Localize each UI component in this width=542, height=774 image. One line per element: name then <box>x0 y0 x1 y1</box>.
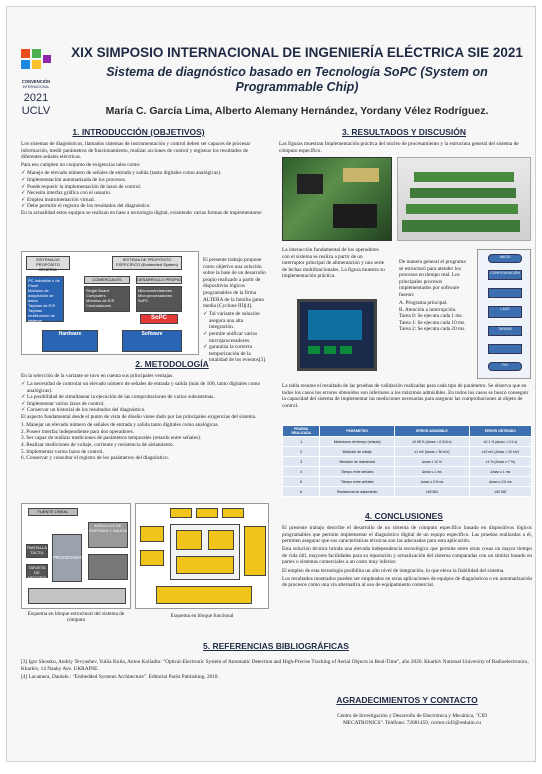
structural-block-diagram <box>21 503 131 609</box>
table-header: PARÁMETRO <box>320 426 395 437</box>
func-block <box>140 526 164 542</box>
table-cell: ±1 mV (Δmax = 50 mV) <box>395 447 470 457</box>
logo-text-4: UCLV <box>21 105 51 117</box>
table-cell: Δmax ≤ 0.5 ms <box>469 477 531 487</box>
diagram-own-box: DESARROLLO PROPIO <box>137 277 182 282</box>
system-rack-photo <box>397 157 531 241</box>
ack-heading: AGRADECIMIENTOS Y CONTACTO <box>336 695 478 705</box>
operator-screen-photo <box>297 299 377 371</box>
table-cell: ±10 mV (Δmax = 20 mV) <box>469 447 531 457</box>
table-cell: Δmax ≤ 0.5 ms <box>395 477 470 487</box>
chip-icon <box>333 204 377 228</box>
table-cell: ±1 % (Δmax ± 7 %) <box>469 457 531 467</box>
chip-icon <box>297 174 323 194</box>
func-block <box>140 550 164 566</box>
diagram-hardware-box: Hardware <box>42 330 98 352</box>
functional-block-diagram <box>135 503 269 609</box>
diagram-general-item: PC Industrial o de Panel <box>28 278 60 288</box>
poster <box>6 6 536 762</box>
conclusion-paragraph: Esta solución técnica brinda una elevada independencia tecnológica que permite entre otras cosas un mayor tiempo de vida útil, mayores facilidades para su reparación y actualización del sistema comparadas con un similar basado en partes o sistemas comerciales a un costo muy inferior. <box>282 546 532 566</box>
func-block <box>156 586 252 604</box>
logo-block-5 <box>43 55 51 63</box>
table-row <box>283 447 532 457</box>
table-cell: Δmax ≤ 1 ms <box>395 467 470 477</box>
func-block <box>170 508 192 518</box>
method-req: 2. Poseer interfaz independiente para dos operadores. <box>21 428 134 435</box>
intro-item: ✓ Manejo de elevado número de señales de entrada y salida (tanto digitales como analógicas). <box>21 170 265 177</box>
results-task: Tarea 2: Se ejecuta cada 20 ms. <box>399 326 466 333</box>
func-block <box>196 508 218 518</box>
results-p2: La interacción fundamental de los operadores con el sistema se realiza a partir de un interruptor principal de alimentación y una serie de lechas multifuncionales. La figura muestra su implementación práctica. <box>282 247 385 280</box>
table-cell: Tiempo entre señales <box>320 477 395 487</box>
button-icon <box>340 346 352 354</box>
logo-text-2: INTERNACIONAL <box>22 85 50 89</box>
conclusion-paragraph: Los resultados mostrados pueden ser empleados en otras aplicaciones de equipos de diagnósticos o en automatización de procesos como una vía alternativa al uso de equipamiento comercial. <box>282 575 532 589</box>
method-item: ✓ La necesidad de controlar un elevado número de señales de entrada y salida (más de 100, tanto digitales como analógicas). <box>21 381 267 394</box>
block-bus <box>28 588 126 604</box>
intro-item: ✓ Necesita interfaz gráfica con el usuario. <box>21 190 265 197</box>
diagram-own-item: SoPC <box>138 298 149 303</box>
block-io-modules: MÓDULOS DE ENTRADA Y SALIDA <box>88 522 128 548</box>
table-cell: 2 <box>283 447 320 457</box>
diagram-general-list <box>26 276 64 322</box>
diagram-commercial-list <box>84 286 130 312</box>
board-layer <box>410 188 516 198</box>
table-cell: Tiempo entre señales <box>320 467 395 477</box>
caption-structural: Esquema en bloque estructural del sistema de cómputo <box>27 611 125 623</box>
results-p3: De manera general el programa se estructuró para atender los procesos en tiempo real. Los principales procesos implementados por software fueron: <box>399 259 466 298</box>
table-row <box>283 437 532 447</box>
diagram-specific-box: SISTEMA DE PROPÓSITO ESPECÍFICO (Embedded System) <box>112 256 182 270</box>
results-task: Tarea 1: Se ejecuta cada 10 ms. <box>399 319 466 326</box>
logo-text-1: CONVENCIÓN <box>21 79 51 84</box>
diagram-own-item: Microcontroladores <box>138 288 173 293</box>
caption-functional: Esquema en bloque funcional <box>170 613 234 619</box>
intro-list <box>21 170 265 210</box>
intro-p3: En la actualidad estos equipos se realizan en base a tecnología digital, existiendo varias formas de implementarse: <box>21 209 263 216</box>
authors: María C. García Lima, Alberto Alemany Hernández, Yordany Vélez Rodríguez. <box>105 105 489 117</box>
diagram-general-item: Tarjetas multifunción de sistema <box>28 308 55 323</box>
reference-item: [3] Igor Shostko, Andriy Tevyashev, Yuliia Kulia, Anton Koliadin: "Optical-Electronic System of Automatic Detection and High-Precise Tracking of Aerial Objects in Real-Time", año 2020. Kharkiv National University of Radioelectronics, Kharkiv, 14 Nauky Ave. UKRAINE. <box>21 659 529 672</box>
flow-start: INICIO <box>488 254 522 263</box>
flow-step <box>488 288 522 298</box>
method-text <box>21 373 267 462</box>
func-block <box>208 530 234 550</box>
block-processor: PROCESADOR <box>52 534 82 582</box>
intro-side-item: ✓ Tal variante de solución asegura una alta integración. <box>203 311 267 331</box>
method-req: 3. Ser capaz de realizar mediciones de parámetros temporales (retardo entre señales). <box>21 435 202 442</box>
results-p1: Las figuras muestran Implementación práctica del núcleo de procesamiento y la estructura general del sistema de cómputo específico. <box>279 141 519 154</box>
func-block <box>244 526 266 576</box>
table-cell: 4 <box>283 467 320 477</box>
method-req: 4. Realizar mediciones de voltaje, corriente y resistencia de aislamiento. <box>21 441 174 448</box>
intro-item: ✓ Puede requerir la implementación de lazos de control. <box>21 184 265 191</box>
intro-side-text <box>203 257 267 364</box>
logo-block-1 <box>21 49 30 58</box>
table-cell: Δmax ≤ 1 ms <box>469 467 531 477</box>
refs-text <box>21 659 531 682</box>
convention-logo <box>17 47 55 125</box>
table-cell: 1 <box>283 437 320 447</box>
table-cell: 3 <box>283 457 320 467</box>
diagram-commercial-item: Controladores <box>86 303 112 308</box>
diagram-general-item: Módulos de adquisición de datos <box>28 288 54 303</box>
button-icon <box>308 346 320 354</box>
poster-subtitle: Sistema de diagnóstico basado en Tecnología SoPC (System on Programmable Chip) <box>106 65 488 94</box>
method-req: 5. Implementar varios lazos de control. <box>21 448 104 455</box>
diagram-general-item: Tarjetas de E/S <box>28 303 56 308</box>
table-row <box>283 477 532 487</box>
conclusion-paragraph: El empleo de esta tecnología posibilita un alto nivel de integración, lo que eleva la fiabilidad del sistema. <box>282 567 505 574</box>
func-block <box>176 556 234 574</box>
table-cell: ±50 MΩ <box>395 487 470 497</box>
diagram-general-box: SISTEMA DE PROPÓSITO GENERAL <box>26 256 70 270</box>
intro-item: ✓ Implementación automatizada de los procesos. <box>21 177 265 184</box>
board-layer <box>414 172 514 182</box>
method-list <box>21 381 267 414</box>
method-req: 6. Conservar y consultar el registro de los parámetros del diagnóstico. <box>21 455 169 462</box>
board-layer <box>402 220 520 232</box>
results-heading: 3. RESULTADOS Y DISCUSIÓN <box>341 127 467 137</box>
diagram-sopc-box: SoPC <box>140 314 178 324</box>
diagram-commercial-box: COMERCIALES <box>84 276 130 284</box>
block-memory: TARJETA DE MEMORIA <box>27 565 47 580</box>
table-header-row <box>283 426 532 437</box>
method-req: 1. Manejar un elevado número de señales de entrada y salida tanto digitales como analógicas. <box>21 422 219 429</box>
table-header: ERROR OBTENIDO <box>469 426 531 437</box>
flow-step <box>488 344 522 354</box>
conclusions-heading: 4. CONCLUSIONES <box>365 511 443 521</box>
table-cell: Mediciones de tiempo (retardo) <box>320 437 395 447</box>
board-layer <box>406 204 518 214</box>
processor-board-photo <box>282 157 392 241</box>
flow-config: CONFIGURACIÓN <box>488 270 522 280</box>
results-p4: La tabla resume el resultado de las pruebas de validación realizadas para cada tipo de parámetro. Se observa que en todos los casos los errores obtenidos son inferiores a los máximos admisibles. En todos los casos se buscó conseguir la capacidad del sistema de implementar las mediciones necesarias para asegurar las comprobaciones al objeto de control. <box>282 383 529 409</box>
results-p3-block <box>399 259 471 333</box>
block-power: FUENTE LINEAL <box>28 508 78 516</box>
screen-display <box>308 310 362 340</box>
flow-end: FIN <box>488 362 522 371</box>
table-header: PRUEBA REALIZADA <box>283 426 320 437</box>
table-row <box>283 457 532 467</box>
classification-diagram <box>21 251 199 355</box>
table-cell: Resistencia de aislamiento <box>320 487 395 497</box>
table-row <box>283 487 532 497</box>
conclusion-paragraph: El presente trabajo describe el desarrollo de un sistema de cómputo específico basado en dispositivos lógicos programables que permite implementar el diagnóstico digital de un equipo específico. Las pruebas realizadas a él, permiten asegurar que sus características técnicas son las adecuadas para esta aplicación. <box>282 525 532 545</box>
table-cell: ±50 MΩ <box>469 487 531 497</box>
symposium-title: XIX SIMPOSIO INTERNACIONAL DE INGENIERÍA ELÉCTRICA SIE 2021 <box>71 45 523 60</box>
logo-text-3: 2021 <box>23 92 49 104</box>
results-task: A. Programa principal. <box>399 300 448 307</box>
intro-side-list <box>203 311 267 364</box>
connector-icon <box>343 168 379 182</box>
validation-table <box>282 425 532 497</box>
intro-side-p: El presente trabajo propone como objetivo una solución sobre la base de un desarrollo propio realizado a partir de dispositivos lógicos programables de la firma ALTERA de la familia gama media (Cyclone III)[4]. <box>203 257 266 310</box>
table-row <box>283 467 532 477</box>
logo-block-4 <box>32 60 41 69</box>
intro-p1: Los sistemas de diagnósticos, llamados sistemas de instrumentación y control deben ser capaces de procesar información, medir parámetros de funcionamiento, realizar acciones de control y registrar los resultados de diferentes señales eléctricas. <box>21 141 251 161</box>
diagram-software-box: Software <box>122 330 182 352</box>
intro-item: ✓ Debe permitir el registro de los resultados del diagnóstico. <box>21 203 265 210</box>
intro-heading: 1. INTRODUCCIÓN (OBJETIVOS) <box>72 127 205 137</box>
func-block <box>222 508 244 518</box>
flow-loop: LAZO <box>488 306 522 318</box>
flow-tasks: TAREAS <box>488 326 522 336</box>
software-flowchart <box>477 249 531 379</box>
diagram-own-list <box>136 286 182 312</box>
refs-heading: 5. REFERENCIAS BIBLIOGRÁFICAS <box>203 641 349 651</box>
intro-p2: Para eso cumplen un conjunto de exigencias tales como: <box>21 162 141 169</box>
table-cell: 6 <box>283 487 320 497</box>
intro-side-item: ✓ permite unificar varios microprocesadores. <box>203 331 267 344</box>
table-cell: ±0.1 % (Δmax = 0.1 s) <box>469 437 531 447</box>
logo-block-3 <box>21 60 30 69</box>
diagram-own-item: Microprocesadores <box>138 293 173 298</box>
intro-item: ✓ Emplea instrumentación virtual. <box>21 197 265 204</box>
reference-item: [4] Lacamera, Daniele.: "Embedded Systems Architecture". Editorial Packt Publishing. 2018. <box>21 673 219 680</box>
table-cell: Medición de voltaje <box>320 447 395 457</box>
results-task: B. Atención a interrupción. <box>399 306 457 313</box>
table-header: ERROR ADMISIBLE <box>395 426 470 437</box>
method-item: ✓ La posibilidad de simultanear la ejecución de las comprobaciones de varios subsistemas. <box>21 394 267 401</box>
intro-side-item: ✓ garantiza la correcta temporización de la totalidad de los eventos[3]. <box>203 344 267 364</box>
logo-block-2 <box>32 49 41 58</box>
table-cell: ±0.08 % (Δmax = 0.016 s) <box>395 437 470 447</box>
ack-text: Centro de Investigación y Desarrollo de Electrónica y Mecánica, "CID MECATRONICS". Teléfono: 72081459, correo:cid3@reduim.cu <box>337 713 487 726</box>
diagram-commercial-item: Módulos de E/S <box>86 298 115 303</box>
intro-text <box>21 141 265 218</box>
method-p1: En la selección de la variante se tuvo en cuenta sus principales ventajas. <box>21 373 174 379</box>
func-block <box>176 530 202 550</box>
method-p2: El aspecto fundamental desde el punto de vista de diseño viene dado por las principales exigencias del sistema. <box>21 414 257 421</box>
block-touchscreen: PANTALLA TÁCTIL <box>26 544 48 558</box>
table-cell: 5 <box>283 477 320 487</box>
button-icon <box>324 346 336 354</box>
method-item: ✓ Conservar un historial de los resultados del diagnóstico. <box>21 407 267 414</box>
diagram-commercial-item: Single Board Computers <box>86 288 109 298</box>
results-task: Tarea 0: Se ejecuta cada 1 ms. <box>399 313 463 320</box>
table-cell: Medición de resistencia <box>320 457 395 467</box>
block-io-2 <box>88 554 128 580</box>
method-heading: 2. METODOLOGÍA <box>135 359 209 369</box>
table-cell: Δmax ± 10 % <box>395 457 470 467</box>
method-item: ✓ Implementar varios lazos de control. <box>21 401 267 408</box>
conclusions-text <box>282 525 532 590</box>
